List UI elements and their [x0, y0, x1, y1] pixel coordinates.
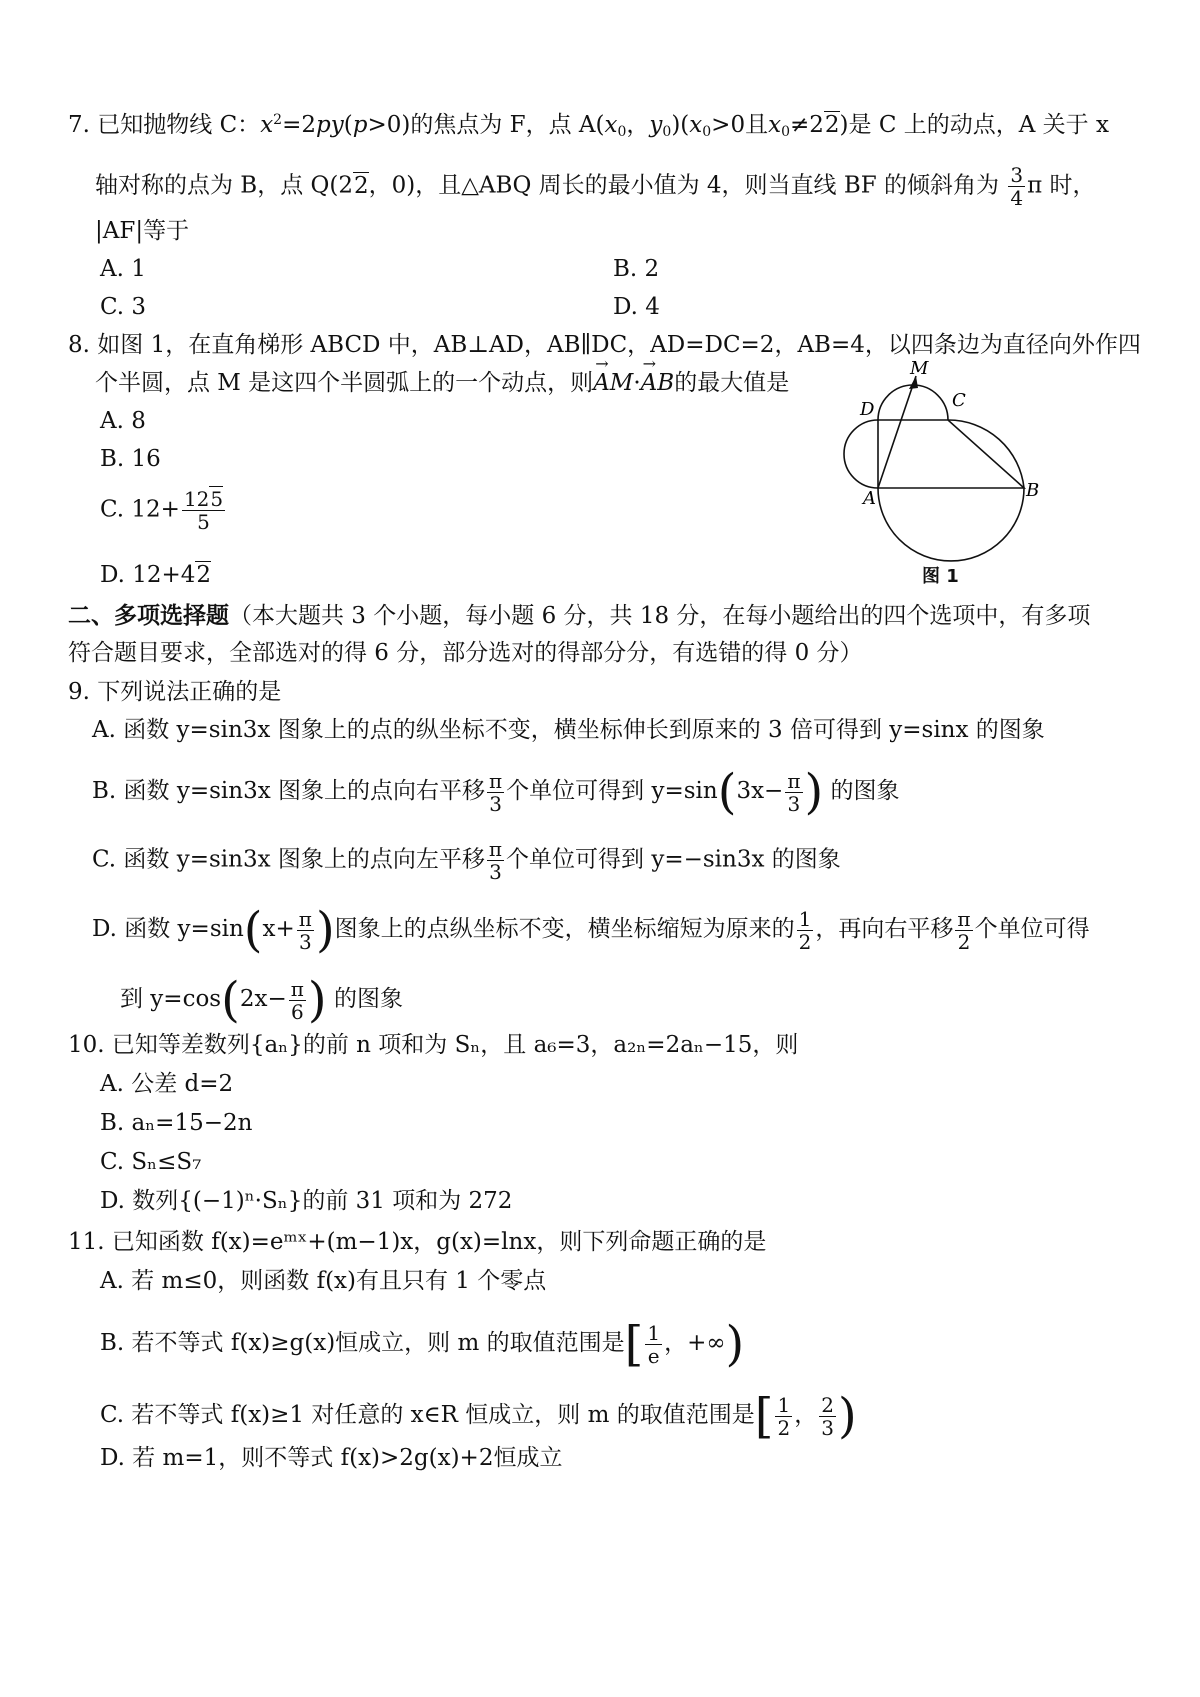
q9-option-b: B. 函数 y=sin3x 图象上的点向右平移 $\frac{\pi}{3}$ 个单位可得到 y=sin(3x− $\frac{\pi}{3}$ ) 的图象 — [92, 764, 900, 820]
q10-option-b: B. aₙ=15−2n — [100, 1110, 253, 1136]
q7-text: 已知抛物线 C：$x^2=2py(p>0)$的焦点为 F，点 $A(x_0$，$y_0)(x_0>0$且$x_0\ne 22$)是 C 上的动点，A 关于 x — [97, 112, 1109, 140]
q8-option-c: C. 12+ $\frac{125}{5}$ — [100, 487, 224, 534]
q9-stem: 9. 下列说法正确的是 — [68, 679, 282, 705]
q9-option-d-line2: 到 y=cos(2x− $\frac{\pi}{6}$ ) 的图象 — [120, 972, 403, 1028]
section-2-heading: 二、多项选择题（本大题共 3 个小题，每小题 6 分，共 18 分，在每小题给出的四个选项中，有多项 — [68, 602, 1091, 629]
q8-line1: 8. 如图 1，在直角梯形 ABCD 中，AB⊥AD，AB∥DC，AD=DC=2，AB=4，以四条边为直径向外作四 — [68, 332, 1141, 358]
q10-option-a: A. 公差 d=2 — [100, 1071, 234, 1097]
label-m: M — [910, 360, 929, 379]
q11-option-c: C. 若不等式 f(x)≥1 对任意的 x∈R 恒成立，则 m 的取值范围是[ $\frac{1}{2}$ ， $\frac{2}{3}$ ) — [100, 1388, 857, 1444]
label-d: D — [860, 399, 875, 420]
vector-ab: → AB — [641, 370, 675, 398]
label-a: A — [863, 488, 876, 509]
q10-option-d: D. 数列{(−1)ⁿ·Sₙ}的前 31 项和为 272 — [100, 1188, 513, 1214]
q9-option-d: D. 函数 y=sin(x+ $\frac{\pi}{3}$ )图象上的点纵坐标不变，横坐标缩短为原来的 $\frac{1}{2}$ ，再向右平移 $\frac{\pi}{2}$ 个单位可得 — [92, 902, 1090, 958]
q11-option-a: A. 若 m≤0，则函数 f(x)有且只有 1 个零点 — [100, 1268, 547, 1294]
segment-am — [878, 376, 916, 488]
q9-option-c: C. 函数 y=sin3x 图象上的点向左平移 $\frac{\pi}{3}$ 个单位可得到 y=−sin3x 的图象 — [92, 837, 841, 884]
q10-option-c: C. Sₙ≤S₇ — [100, 1149, 202, 1175]
fraction: $\frac{3}{4}$ — [1010, 163, 1024, 210]
q7-number: 7. — [68, 112, 90, 138]
q7-line2: 轴对称的点为 B，点 Q(22，0)，且△ABQ 周长的最小值为 4，则当直线 BF 的倾斜角为 $\frac{3}{4}$ π 时， — [95, 163, 1096, 210]
trapezoid-abcd — [878, 420, 1024, 488]
q9-option-a: A. 函数 y=sin3x 图象上的点的纵坐标不变，横坐标伸长到原来的 3 倍可得到 y=sinx 的图象 — [92, 717, 1045, 743]
figure-caption: 图 1 — [922, 566, 959, 587]
q11-option-b: B. 若不等式 f(x)≥g(x)恒成立，则 m 的取值范围是[ $\frac{1}{e}$ ，+∞) — [100, 1316, 745, 1372]
label-b: B — [1026, 480, 1040, 501]
semicircle-dc — [878, 385, 948, 420]
q8-option-b: B. 16 — [100, 446, 161, 472]
q7-line1 — [68, 112, 1109, 141]
q8-line2: 个半圆，点 M 是这四个半圆弧上的一个动点，则→ AM·→ AB的最大值是 — [95, 370, 789, 398]
semicircle-ab — [878, 488, 1024, 561]
q11-option-d: D. 若 m=1，则不等式 f(x)>2g(x)+2恒成立 — [100, 1445, 563, 1471]
q11-stem: 11. 已知函数 f(x)=eᵐˣ+(m−1)x，g(x)=lnx，则下列命题正确的是 — [68, 1229, 767, 1255]
q7-option-a: A. 1 — [100, 256, 146, 282]
q10-stem: 10. 已知等差数列{aₙ}的前 n 项和为 Sₙ，且 a₆=3，a₂ₙ=2aₙ−15，则 — [68, 1032, 799, 1058]
q7-option-d: D. 4 — [613, 294, 660, 320]
q8-option-d: D. 12+42 — [100, 562, 212, 588]
label-c: C — [952, 390, 966, 411]
figure-1-diagram — [830, 360, 1060, 590]
q7-option-b: B. 2 — [613, 256, 660, 282]
section-2-description: 符合题目要求，全部选对的得 6 分，部分选对的得部分分，有选错的得 0 分） — [68, 640, 863, 666]
vector-am: → AM — [593, 370, 633, 398]
q7-option-c: C. 3 — [100, 294, 147, 320]
semicircle-ad — [844, 420, 878, 488]
q7-line3: |AF|等于 — [95, 218, 190, 244]
q8-option-a: A. 8 — [100, 408, 146, 434]
